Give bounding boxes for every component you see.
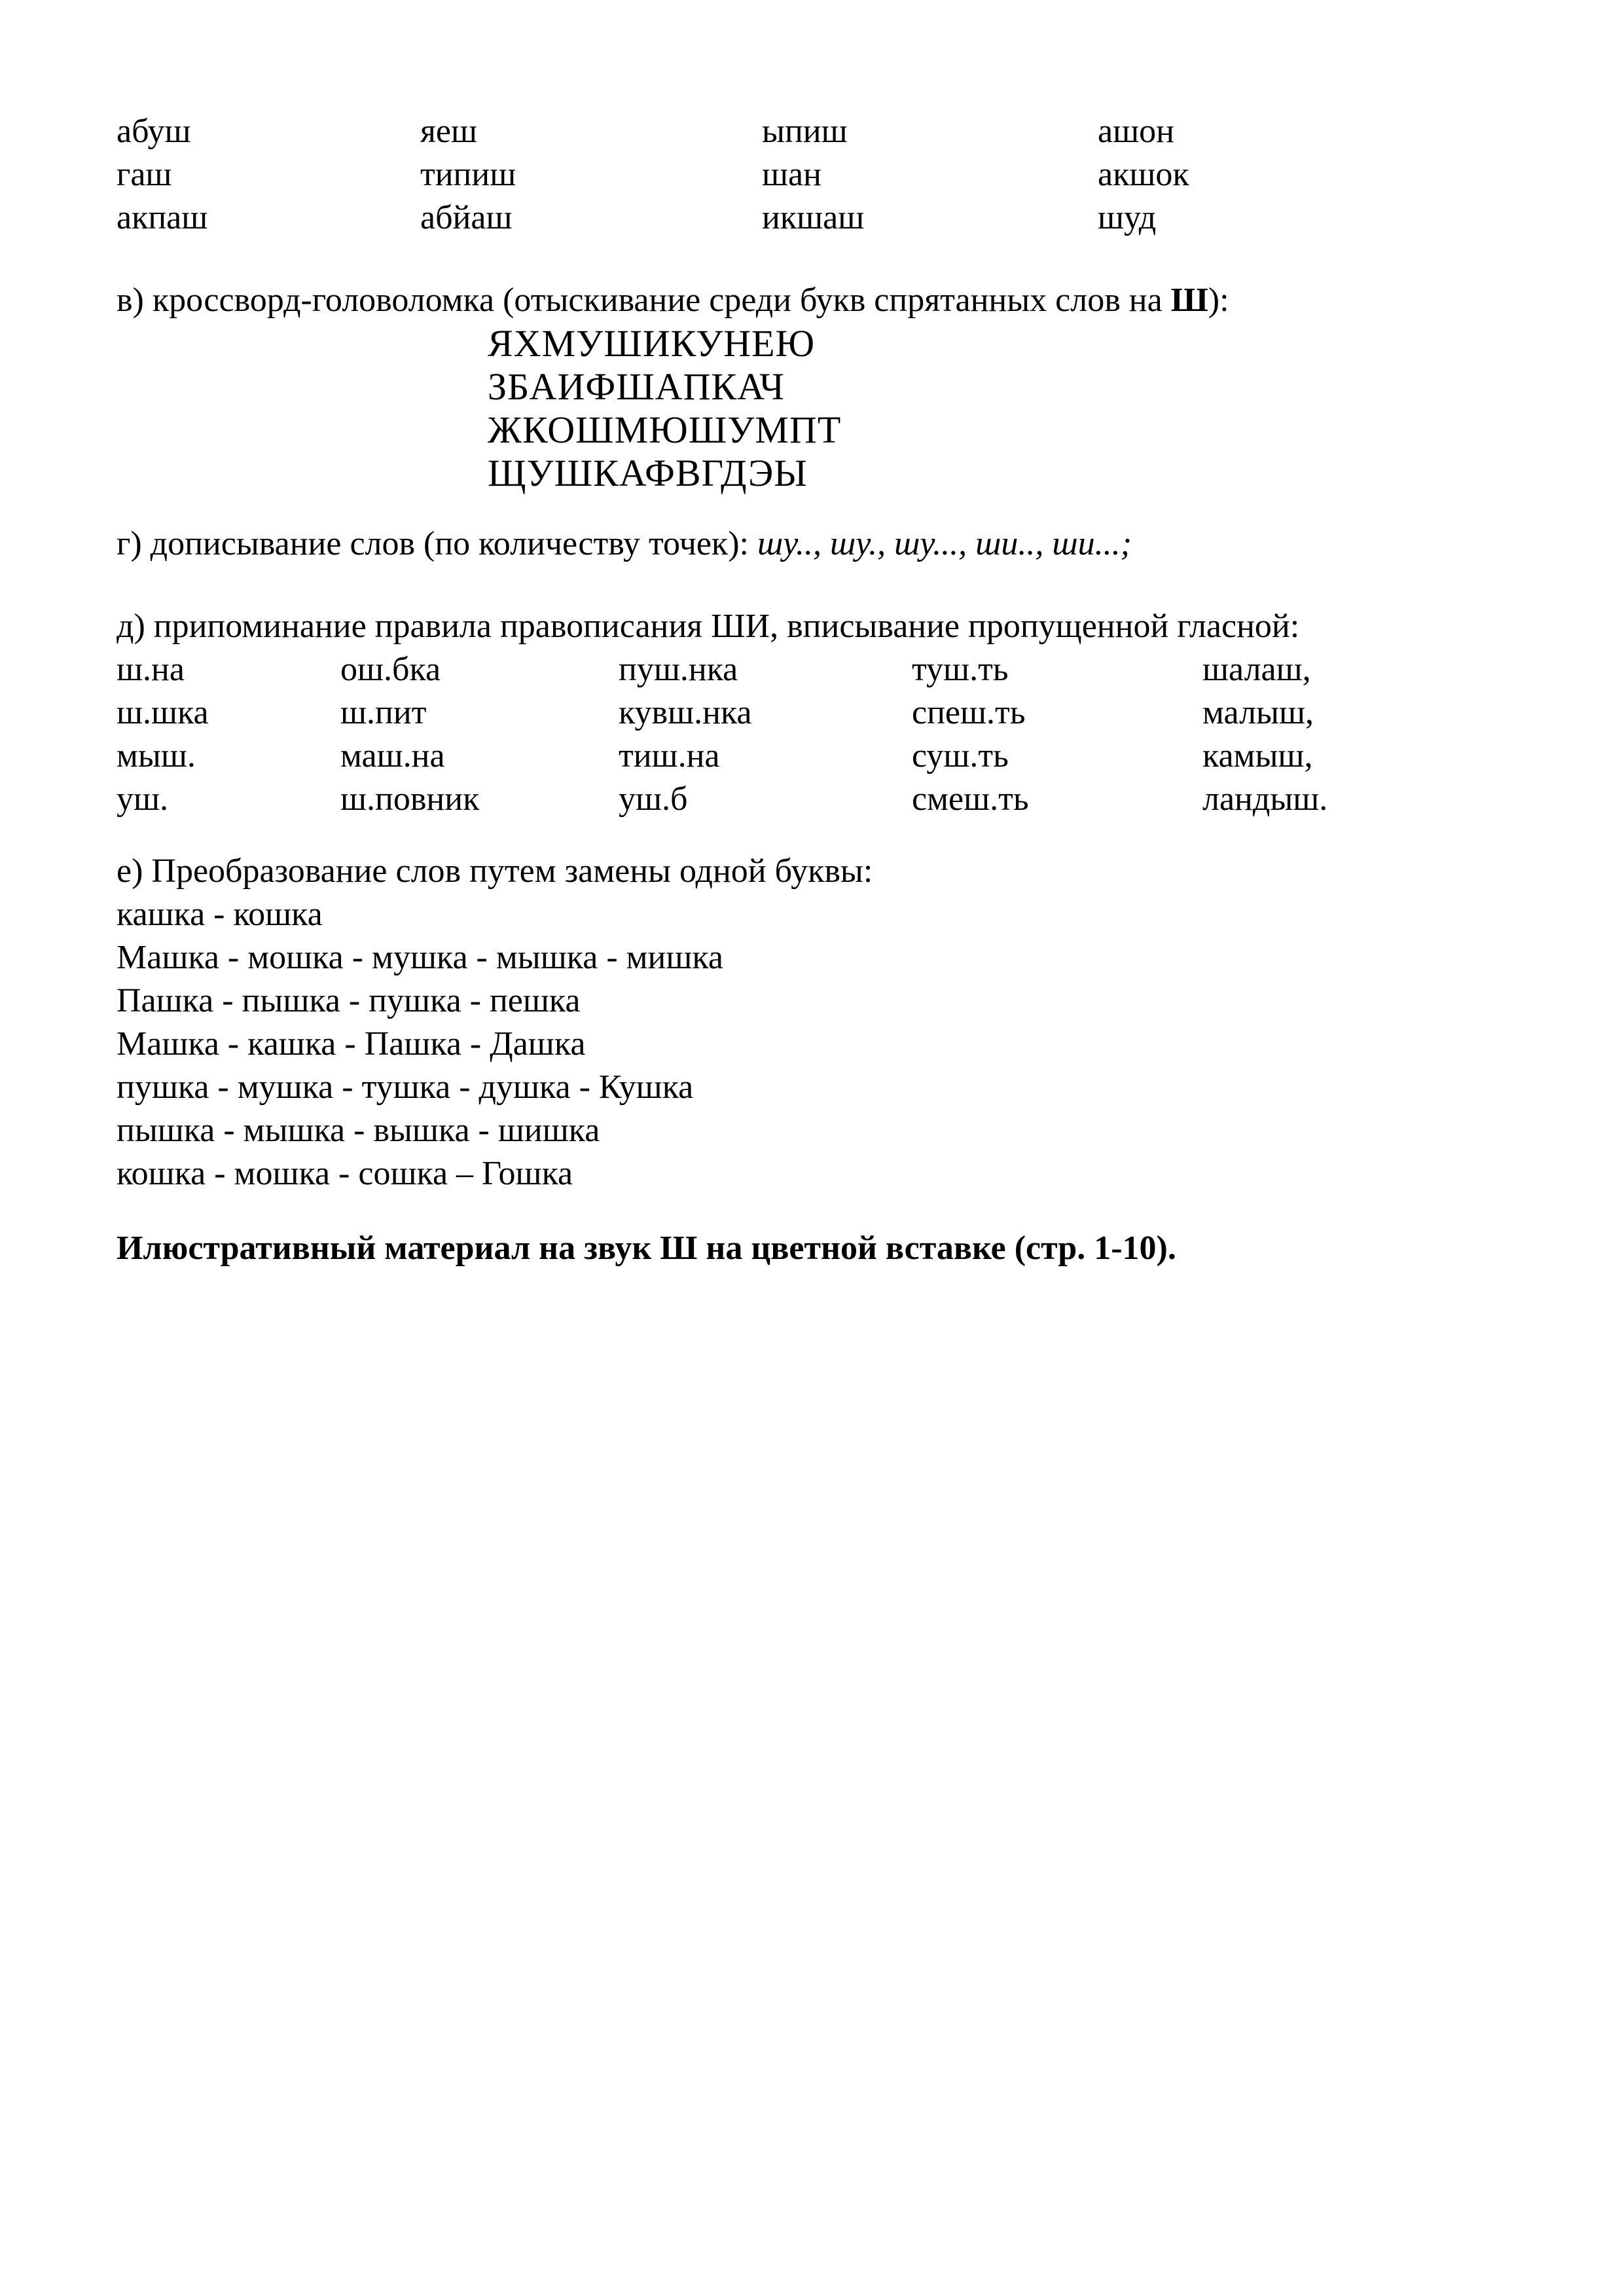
word-item: шан xyxy=(762,156,821,193)
table-cell: ш.пит xyxy=(340,694,427,731)
table-cell: тиш.на xyxy=(619,737,720,774)
word-chain-line: Машка - мошка - мушка - мышка - мишка xyxy=(117,939,723,976)
illustrative-material-note: Илюстративный материал на звук Ш на цветной вставке (стр. 1-10). xyxy=(117,1230,1176,1267)
missing-vowel-table xyxy=(117,648,1545,821)
word-chain-line: кашка - кошка xyxy=(117,896,323,933)
crossword-line: ЩУШКАФВГДЭЫ xyxy=(488,452,808,494)
word-item: абуш xyxy=(117,113,191,150)
table-cell: ландыш. xyxy=(1202,780,1328,818)
section-d-heading: д) припоминание правила правописания ШИ, вписывание пропущенной гласной: xyxy=(117,608,1300,645)
word-item: акшок xyxy=(1098,156,1189,193)
section-v-bold-letter: Ш xyxy=(1170,282,1208,319)
word-item: яеш xyxy=(420,113,478,150)
table-cell: мыш. xyxy=(117,737,196,774)
word-item: икшаш xyxy=(762,199,865,236)
section-e-heading: е) Преобразование слов путем замены одной буквы: xyxy=(117,852,873,890)
word-chain-line: пышка - мышка - вышка - шишка xyxy=(117,1112,600,1149)
section-v-text: в) кроссворд-головоломка (отыскивание среди букв спрятанных слов на xyxy=(117,282,1171,319)
word-item: ыпиш xyxy=(762,113,848,150)
crossword-block xyxy=(488,322,1545,495)
table-cell: пуш.нка xyxy=(619,651,738,688)
section-g-text: г) дописывание слов (по количеству точек): xyxy=(117,525,757,562)
word-columns-block xyxy=(117,110,1545,240)
crossword-line: ЖКОШМЮШУМПТ xyxy=(488,409,842,451)
section-v-tail: ): xyxy=(1208,282,1229,319)
table-cell: уш.б xyxy=(619,780,688,818)
word-chain-line: пушка - мушка - тушка - душка - Кушка xyxy=(117,1068,694,1106)
section-g-italic-examples: шу.., шу., шу..., ши.., ши...; xyxy=(757,525,1132,562)
table-cell: уш. xyxy=(117,780,169,818)
table-cell: смеш.ть xyxy=(912,780,1029,818)
table-cell: кувш.нка xyxy=(619,694,752,731)
word-chain-line: Машка - кашка - Пашка - Дашка xyxy=(117,1025,586,1063)
table-cell: шалаш, xyxy=(1202,651,1311,688)
table-cell: камыш, xyxy=(1202,737,1313,774)
table-cell: ш.шка xyxy=(117,694,209,731)
word-chain-line: Пашка - пышка - пушка - пешка xyxy=(117,982,581,1019)
table-cell: маш.на xyxy=(340,737,445,774)
table-cell: ш.повник xyxy=(340,780,480,818)
table-cell: туш.ть xyxy=(912,651,1009,688)
table-cell: ош.бка xyxy=(340,651,441,688)
section-g-heading xyxy=(117,522,1545,566)
crossword-line: ЗБАИФШАПКАЧ xyxy=(488,365,785,408)
table-cell: спеш.ть xyxy=(912,694,1026,731)
table-cell: суш.ть xyxy=(912,737,1009,774)
word-chain-line: кошка - мошка - сошка – Гошка xyxy=(117,1155,573,1192)
table-cell: малыш, xyxy=(1202,694,1314,731)
word-item: типиш xyxy=(420,156,516,193)
section-v-heading xyxy=(117,279,1545,322)
word-item: шуд xyxy=(1098,199,1157,236)
word-item: ашон xyxy=(1098,113,1174,150)
table-cell: ш.на xyxy=(117,651,185,688)
crossword-line: ЯХМУШИКУНЕЮ xyxy=(488,322,816,365)
word-item: абйаш xyxy=(420,199,513,236)
word-item: акпаш xyxy=(117,199,208,236)
word-item: гаш xyxy=(117,156,172,193)
